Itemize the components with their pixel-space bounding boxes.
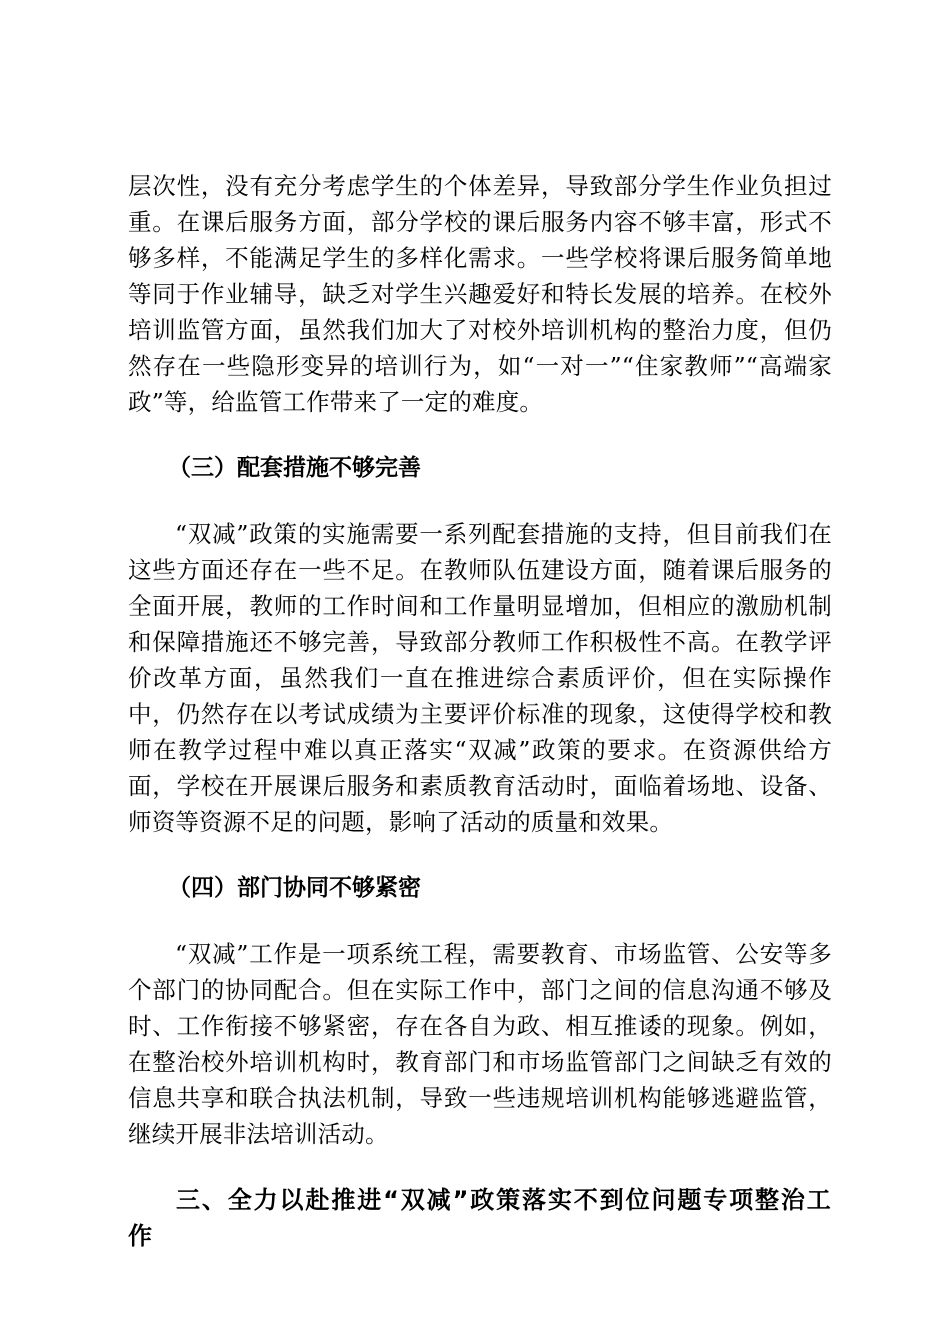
paragraph-supporting-measures: “双减”政策的实施需要一系列配套措施的支持，但目前我们在这些方面还存在一些不足。在教师队伍建设方面，随着课后服务的全面开展，教师的工作时间和工作量明显增加，但相应的激励机制和保障措施还不够完善，导致部分教师工作积极性不高。在教学评价改革方面，虽然我们一直在推进综合素质评价，但在实际操作中，仍然存在以考试成绩为主要评价标准的现象，这使得学校和教师在教学过程中难以真正落实“双减”政策的要求。在资源供给方面，学校在开展课后服务和素质教育活动时，面临着场地、设备、师资等资源不足的问题，影响了活动的质量和效果。 (128, 520, 832, 836)
document-body (128, 168, 832, 1254)
heading-department-coordination: （四）部门协同不够紧密 (168, 875, 421, 901)
heading-supporting-measures: （三）配套措施不够完善 (168, 455, 421, 481)
paragraph-homework-and-services: 层次性，没有充分考虑学生的个体差异，导致部分学生作业负担过重。在课后服务方面，部分学校的课后服务内容不够丰富，形式不够多样，不能满足学生的多样化需求。一些学校将课后服务简单地等同于作业辅导，缺乏对学生兴趣爱好和特长发展的培养。在校外培训监管方面，虽然我们加大了对校外培训机构的整治力度，但仍然存在一些隐形变异的培训行为，如“一对一”“住家教师”“高端家政”等，给监管工作带来了一定的难度。 (128, 172, 832, 416)
paragraph-department-coordination: “双减”工作是一项系统工程，需要教育、市场监管、公安等多个部门的协同配合。但在实际工作中，部门之间的信息沟通不够及时、工作衔接不够紧密，存在各自为政、相互推诿的现象。例如，在整治校外培训机构时，教育部门和市场监管部门之间缺乏有效的信息共享和联合执法机制，导致一些违规培训机构能够逃避监管，继续开展非法培训活动。 (128, 940, 832, 1148)
section-heading-special-rectification: 三、全力以赴推进“双减”政策落实不到位问题专项整治工作 (128, 1186, 832, 1250)
